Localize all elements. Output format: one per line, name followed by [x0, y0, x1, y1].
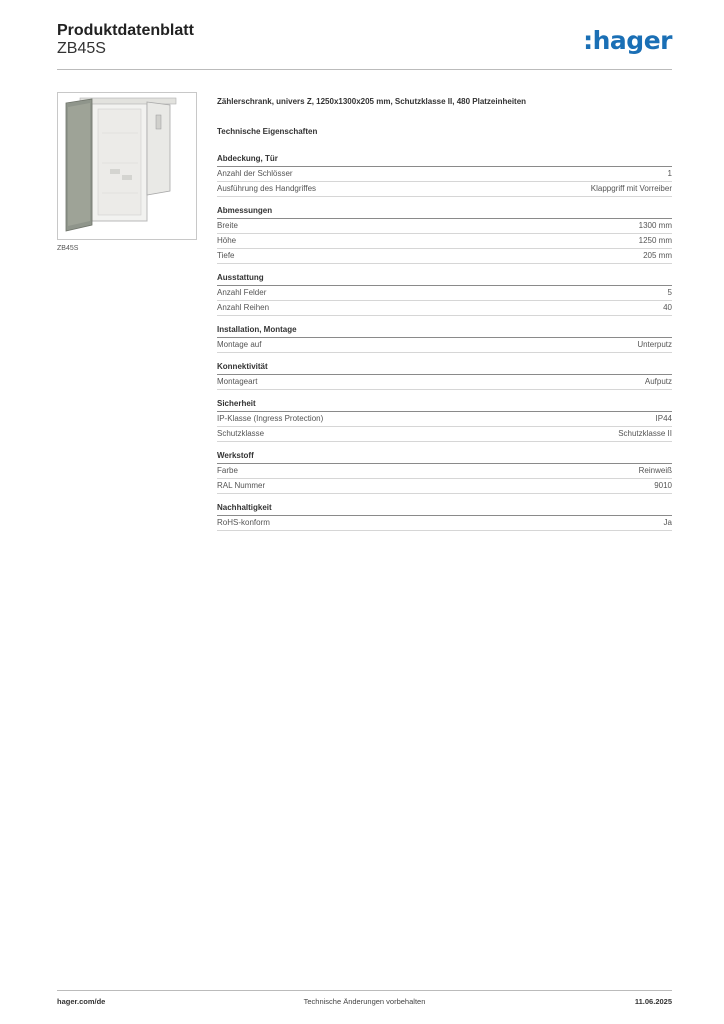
product-code: ZB45S [57, 40, 106, 57]
spec-value: IP44 [655, 414, 672, 423]
spec-row [217, 412, 672, 427]
document-title: Produktdatenblatt [57, 22, 194, 39]
spec-content [217, 97, 672, 531]
spec-group [217, 153, 672, 197]
spec-label: Farbe [217, 466, 238, 475]
spec-value: 40 [663, 303, 672, 312]
spec-label: Anzahl Reihen [217, 303, 270, 312]
spec-row [217, 375, 672, 390]
spec-group-title: Abdeckung, Tür [217, 153, 672, 167]
image-caption: ZB45S [57, 245, 79, 252]
spec-label: Anzahl der Schlösser [217, 169, 293, 178]
footer-notice: Technische Änderungen vorbehalten [303, 997, 426, 1006]
spec-group-title: Nachhaltigkeit [217, 502, 672, 516]
spec-group [217, 398, 672, 442]
section-heading: Technische Eigenschaften [217, 127, 318, 136]
spec-label: Montageart [217, 377, 258, 386]
footer-divider [57, 990, 672, 991]
spec-value: Schutzklasse II [618, 429, 672, 438]
spec-group-title: Konnektivität [217, 361, 672, 375]
spec-row [217, 219, 672, 234]
spec-label: Höhe [217, 236, 237, 245]
spec-value: 1300 mm [638, 221, 672, 230]
hager-logo: :hager [583, 26, 672, 55]
spec-row [217, 167, 672, 182]
spec-group [217, 450, 672, 494]
spec-group-title: Installation, Montage [217, 324, 672, 338]
spec-value: 5 [667, 288, 672, 297]
spec-row [217, 479, 672, 494]
spec-row [217, 464, 672, 479]
spec-value: 9010 [654, 481, 672, 490]
spec-row [217, 516, 672, 531]
product-description: Zählerschrank, univers Z, 1250x1300x205 mm, Schutzklasse II, 480 Platzeinheiten [217, 97, 527, 106]
spec-label: Ausführung des Handgriffes [217, 184, 317, 193]
spec-group [217, 502, 672, 531]
footer-date: 11.06.2025 [634, 997, 672, 1006]
spec-row [217, 234, 672, 249]
product-image [57, 92, 197, 240]
spec-group-title: Ausstattung [217, 272, 672, 286]
spec-label: RoHS-konform [217, 518, 270, 527]
spec-group-title: Werkstoff [217, 450, 672, 464]
footer-website: hager.com/de [57, 997, 106, 1006]
spec-group [217, 205, 672, 264]
spec-row [217, 301, 672, 316]
spec-label: Breite [217, 221, 238, 230]
spec-value: Reinweiß [638, 466, 672, 475]
spec-value: Aufputz [644, 377, 672, 386]
spec-value: Ja [663, 518, 672, 527]
spec-group [217, 361, 672, 390]
spec-label: IP-Klasse (Ingress Protection) [217, 414, 324, 423]
spec-label: Schutzklasse [217, 429, 265, 438]
spec-group [217, 324, 672, 353]
spec-value: Unterputz [637, 340, 672, 349]
page-header [57, 20, 672, 70]
spec-label: RAL Nummer [217, 481, 266, 490]
spec-label: Anzahl Felder [217, 288, 267, 297]
spec-row [217, 249, 672, 264]
spec-groups [217, 153, 672, 531]
spec-label: Tiefe [217, 251, 235, 260]
spec-row [217, 182, 672, 197]
spec-group-title: Abmessungen [217, 205, 672, 219]
cabinet-icon [58, 93, 196, 239]
spec-value: Klappgriff mit Vorreiber [590, 184, 672, 193]
spec-row [217, 427, 672, 442]
spec-row [217, 286, 672, 301]
spec-value: 1250 mm [638, 236, 672, 245]
spec-group-title: Sicherheit [217, 398, 672, 412]
spec-value: 1 [667, 169, 672, 178]
spec-row [217, 338, 672, 353]
spec-group [217, 272, 672, 316]
header-divider [57, 69, 672, 70]
spec-value: 205 mm [643, 251, 672, 260]
spec-label: Montage auf [217, 340, 262, 349]
